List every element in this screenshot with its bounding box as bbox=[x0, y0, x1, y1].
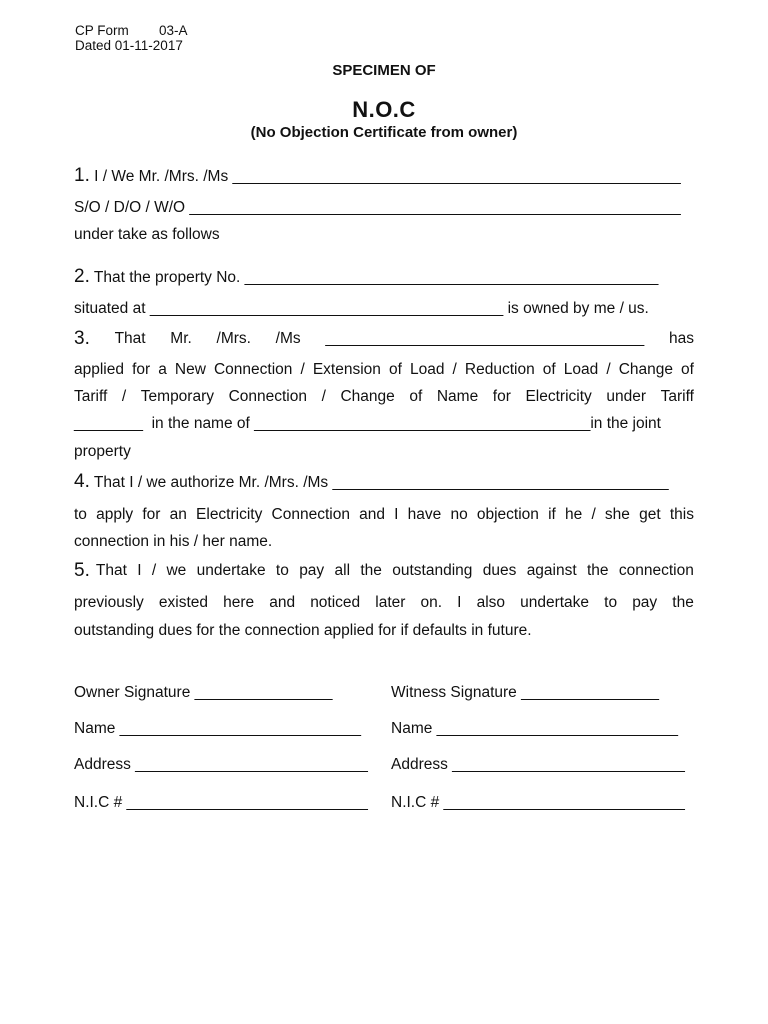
clause-1-number: 1. bbox=[74, 165, 90, 186]
text-word: of bbox=[681, 361, 694, 378]
text-word: / bbox=[321, 388, 326, 405]
text-word: for bbox=[142, 506, 161, 523]
clause-3-line-4-text: in the name of _______________________________________in the joint bbox=[151, 415, 661, 432]
clause-3-word: /Mrs. bbox=[216, 330, 251, 347]
clause-3-line-5: property bbox=[74, 443, 131, 460]
clause-3-word: Mr. bbox=[170, 330, 192, 347]
text-word: he bbox=[565, 506, 583, 523]
text-word: I bbox=[137, 562, 142, 579]
text-word: existed bbox=[158, 594, 208, 611]
clause-1-line-3: under take as follows bbox=[74, 226, 220, 243]
text-word: objection bbox=[476, 506, 539, 523]
text-word: / bbox=[606, 361, 611, 378]
clause-4-line-1 bbox=[74, 472, 694, 493]
text-word: Connection bbox=[271, 506, 350, 523]
text-word: Tariff bbox=[74, 388, 108, 405]
text-word: an bbox=[169, 506, 187, 523]
clause-4-text: That I / we authorize Mr. /Mrs. /Ms _______________________________________ bbox=[89, 474, 669, 491]
clause-3-line-2 bbox=[74, 360, 694, 380]
text-word: dues bbox=[482, 562, 517, 579]
clause-3-word: has bbox=[669, 330, 694, 347]
clause-4-number: 4. bbox=[74, 471, 90, 492]
text-word: and bbox=[269, 594, 296, 611]
text-word: get bbox=[639, 506, 661, 523]
text-word: That bbox=[95, 562, 127, 579]
owner-address-field: Address ___________________________ bbox=[74, 756, 368, 773]
text-word: also bbox=[476, 594, 506, 611]
clause-5-line-1 bbox=[74, 561, 694, 581]
text-word: and bbox=[359, 506, 385, 523]
form-code: 03-A bbox=[159, 23, 188, 38]
noc-title: N.O.C bbox=[352, 97, 416, 122]
text-word: have bbox=[407, 506, 442, 523]
text-word: this bbox=[669, 506, 694, 523]
form-label bbox=[75, 23, 129, 38]
text-word: apply bbox=[96, 506, 134, 523]
text-word: undertake bbox=[196, 562, 266, 579]
text-word: Extension bbox=[312, 361, 381, 378]
text-word: no bbox=[450, 506, 468, 523]
text-word: Tariff bbox=[660, 388, 694, 405]
owner-name-field: Name ____________________________ bbox=[74, 720, 362, 737]
clause-5-line-3: outstanding dues for the connection applied for if defaults in future. bbox=[74, 622, 532, 639]
text-word: I bbox=[457, 594, 462, 611]
clause-3-number: 3. bbox=[74, 328, 90, 349]
clause-2-line-1 bbox=[74, 267, 694, 288]
owner-signature-field: Owner Signature ________________ bbox=[74, 684, 333, 701]
text-word: Electricity bbox=[196, 506, 263, 523]
text-word: on. bbox=[420, 594, 443, 611]
text-word: pay bbox=[299, 562, 325, 579]
text-word: the bbox=[672, 594, 694, 611]
text-word: applied bbox=[74, 361, 124, 378]
text-word: undertake bbox=[520, 594, 590, 611]
text-word: Electricity bbox=[525, 388, 592, 405]
text-word: of bbox=[388, 361, 402, 378]
text-word: / bbox=[151, 562, 157, 579]
text-word: / bbox=[591, 506, 596, 523]
text-word: to bbox=[604, 594, 618, 611]
text-word: Connection bbox=[213, 361, 293, 378]
text-word: connection bbox=[618, 562, 694, 579]
witness-signature-field: Witness Signature ________________ bbox=[391, 684, 660, 701]
clause-2-line-2: situated at _________________________________________ is owned by me / us. bbox=[74, 300, 649, 317]
clause-5-line-1-words bbox=[96, 561, 694, 581]
text-word: of bbox=[409, 388, 423, 405]
text-word: previously bbox=[74, 594, 144, 611]
text-word: later bbox=[375, 594, 406, 611]
witness-address-field: Address ___________________________ bbox=[391, 756, 685, 773]
text-word: pay bbox=[632, 594, 658, 611]
clause-1-line-1 bbox=[74, 166, 694, 187]
form-date: Dated 01-11-2017 bbox=[75, 38, 183, 53]
text-word: all bbox=[334, 562, 351, 579]
text-word: for bbox=[132, 361, 151, 378]
text-word: she bbox=[604, 506, 630, 523]
text-word: Temporary bbox=[140, 388, 214, 405]
clause-3-word: /Ms bbox=[275, 330, 301, 347]
text-word: Name bbox=[436, 388, 479, 405]
text-word: New bbox=[174, 361, 206, 378]
text-word: Load bbox=[563, 361, 599, 378]
text-word: Connection bbox=[228, 388, 307, 405]
witness-nic-field: N.I.C # ____________________________ bbox=[391, 794, 685, 811]
specimen-heading: SPECIMEN OF bbox=[332, 62, 436, 79]
text-word: for bbox=[492, 388, 511, 405]
text-word: noticed bbox=[310, 594, 361, 611]
clause-2-number: 2. bbox=[74, 266, 90, 287]
text-word: / bbox=[452, 361, 457, 378]
text-word: to bbox=[275, 562, 289, 579]
clause-3-word: That bbox=[114, 330, 146, 347]
owner-nic-field: N.I.C # ____________________________ bbox=[74, 794, 368, 811]
text-word: against bbox=[526, 562, 577, 579]
text-word: under bbox=[606, 388, 647, 405]
witness-name-field: Name ____________________________ bbox=[391, 720, 679, 737]
tariff-blank: ________ bbox=[74, 415, 143, 432]
clause-4-line-3: connection in his / her name. bbox=[74, 533, 273, 550]
clause-2-text: That the property No. ________________________________________________ bbox=[89, 269, 659, 286]
text-word: Change bbox=[618, 361, 673, 378]
text-word: a bbox=[158, 361, 167, 378]
text-word: the bbox=[587, 562, 609, 579]
clause-3-blank: _____________________________________ bbox=[325, 330, 645, 347]
clause-1-line-2: S/O / D/O / W/O _________________________________________________________ bbox=[74, 199, 681, 216]
clause-4-line-2 bbox=[74, 505, 694, 525]
text-word: if bbox=[548, 506, 556, 523]
text-word: I bbox=[394, 506, 399, 523]
form-label-text: CP Form bbox=[75, 23, 129, 38]
clause-3-line-1 bbox=[74, 329, 694, 349]
clause-5-line-2 bbox=[74, 593, 694, 613]
text-word: outstanding bbox=[392, 562, 473, 579]
clause-3-line-4 bbox=[74, 414, 694, 434]
text-word: of bbox=[542, 361, 556, 378]
text-word: here bbox=[223, 594, 255, 611]
text-word: Reduction bbox=[464, 361, 535, 378]
text-word: we bbox=[166, 562, 187, 579]
text-word: Change bbox=[340, 388, 395, 405]
text-word: / bbox=[121, 388, 127, 405]
noc-subtitle: (No Objection Certificate from owner) bbox=[250, 124, 518, 141]
text-word: to bbox=[74, 506, 87, 523]
text-word: / bbox=[300, 361, 305, 378]
clause-1-text: I / We Mr. /Mrs. /Ms ____________________________________________________ bbox=[89, 168, 681, 185]
clause-5-number: 5. bbox=[74, 560, 90, 581]
text-word: the bbox=[360, 562, 382, 579]
clause-3-line-3 bbox=[74, 387, 694, 407]
text-word: Load bbox=[409, 361, 445, 378]
